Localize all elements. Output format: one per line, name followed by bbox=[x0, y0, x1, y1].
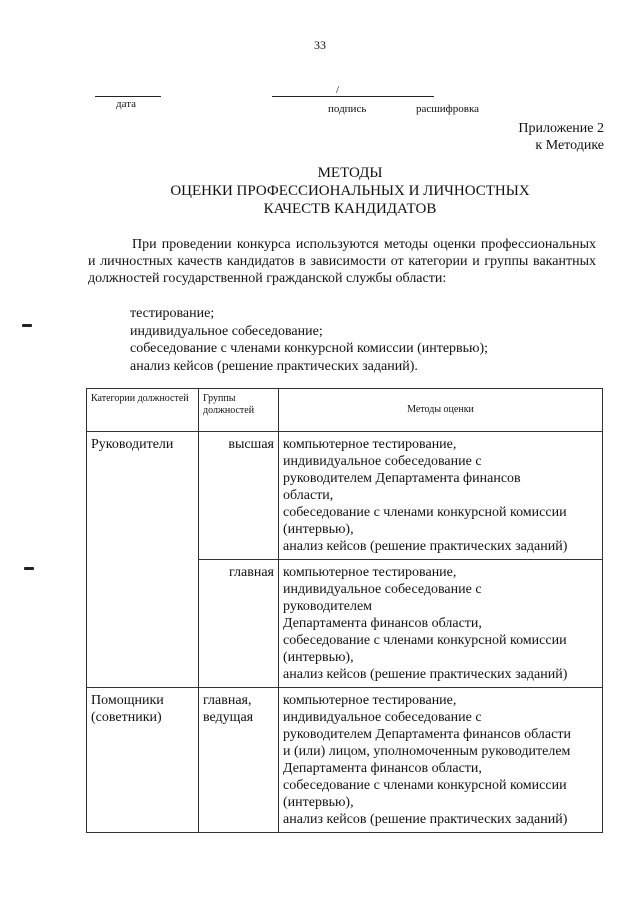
appendix-note bbox=[518, 120, 604, 154]
method-line: области, bbox=[283, 488, 334, 503]
header-methods: Методы оценки bbox=[279, 389, 603, 432]
method-line: (интервью), bbox=[283, 650, 354, 665]
signature-line bbox=[272, 96, 434, 97]
method-line: и (или) лицом, уполномоченным руководителем bbox=[283, 744, 571, 759]
cell-methods bbox=[279, 432, 603, 560]
intro-text: При проведении конкурса используются методы оценки профессиональных и личностных качеств кандидатов в зависимости от категории и группы вакантных должностей государственной гражданской службы области: bbox=[88, 237, 596, 286]
header-group: Группы должностей bbox=[199, 389, 279, 432]
method-line: собеседование с членами конкурсной комиссии bbox=[283, 778, 567, 793]
method-line: индивидуальное собеседование с bbox=[283, 582, 482, 597]
title-line-3: КАЧЕСТВ КАНДИДАТОВ bbox=[263, 201, 437, 217]
intro-paragraph bbox=[88, 236, 596, 287]
margin-mark bbox=[24, 567, 34, 570]
margin-mark bbox=[22, 324, 32, 327]
method-line: компьютерное тестирование, bbox=[283, 437, 457, 452]
cell-category: Руководители bbox=[87, 432, 199, 560]
table-header-row bbox=[87, 389, 603, 432]
list-item: индивидуальное собеседование; bbox=[130, 323, 323, 339]
signature-label: подпись bbox=[328, 103, 367, 115]
method-line: индивидуальное собеседование с bbox=[283, 710, 482, 725]
list-item: собеседование с членами конкурсной комиссии (интервью); bbox=[130, 341, 489, 356]
cell-methods bbox=[279, 688, 603, 833]
methods-list bbox=[130, 305, 488, 375]
method-line: руководителем Департамента финансов bbox=[283, 471, 521, 486]
method-line: Департамента финансов области, bbox=[283, 616, 482, 631]
method-line: руководителем Департамента финансов области bbox=[283, 727, 571, 742]
method-line: компьютерное тестирование, bbox=[283, 565, 457, 580]
cell-category: Помощники (советники) bbox=[87, 688, 199, 833]
method-line: анализ кейсов (решение практических заданий) bbox=[283, 667, 568, 682]
method-line: анализ кейсов (решение практических заданий) bbox=[283, 812, 568, 827]
table-row bbox=[87, 688, 603, 833]
cell-group: высшая bbox=[199, 432, 279, 560]
cell-group: главная, ведущая bbox=[199, 688, 279, 833]
method-line: (интервью), bbox=[283, 795, 354, 810]
document-title bbox=[0, 164, 640, 218]
title-line-1: МЕТОДЫ bbox=[317, 165, 383, 181]
cell-group: главная bbox=[199, 560, 279, 688]
date-label: дата bbox=[116, 98, 137, 110]
methods-table bbox=[86, 388, 603, 833]
cell-category bbox=[87, 560, 199, 688]
page-number: 33 bbox=[314, 38, 326, 52]
method-line: компьютерное тестирование, bbox=[283, 693, 457, 708]
cell-methods bbox=[279, 560, 603, 688]
method-line: Департамента финансов области, bbox=[283, 761, 482, 776]
list-item: тестирование; bbox=[130, 306, 215, 321]
appendix-line-2: к Методике bbox=[535, 138, 604, 153]
table-row bbox=[87, 432, 603, 560]
signature-slash: / bbox=[336, 84, 340, 96]
appendix-line-1: Приложение 2 bbox=[518, 121, 604, 136]
list-item: анализ кейсов (решение практических заданий). bbox=[130, 358, 418, 374]
table-row bbox=[87, 560, 603, 688]
method-line: индивидуальное собеседование с bbox=[283, 454, 482, 469]
header-category: Категории должностей bbox=[87, 389, 199, 432]
method-line: руководителем bbox=[283, 599, 373, 614]
date-line bbox=[95, 96, 161, 97]
method-line: собеседование с членами конкурсной комиссии bbox=[283, 505, 567, 520]
method-line: собеседование с членами конкурсной комиссии bbox=[283, 633, 567, 648]
title-line-2: ОЦЕНКИ ПРОФЕССИОНАЛЬНЫХ И ЛИЧНОСТНЫХ bbox=[170, 183, 530, 199]
method-line: (интервью), bbox=[283, 522, 354, 537]
method-line: анализ кейсов (решение практических заданий) bbox=[283, 539, 568, 554]
transcript-label: расшифровка bbox=[416, 103, 480, 115]
